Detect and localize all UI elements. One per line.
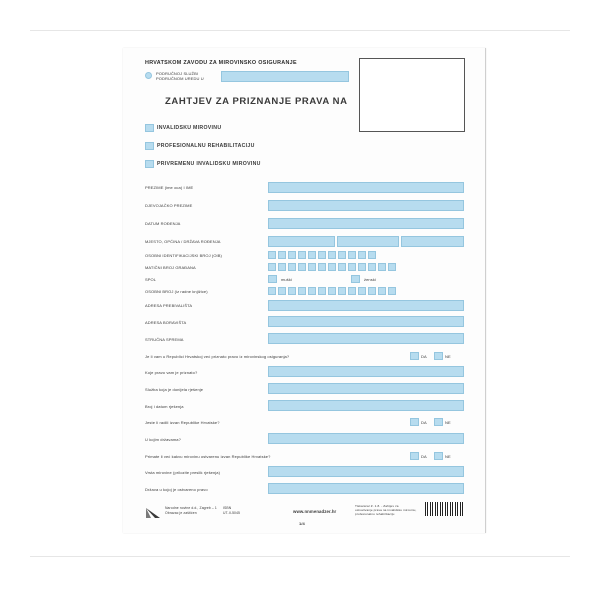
osobni-broj-digit-cell[interactable] bbox=[318, 287, 326, 295]
osobni-broj-digit-cell[interactable] bbox=[338, 287, 346, 295]
label-oib: OSOBNI IDENTIFIKACIJSKI BROJ (OIB) bbox=[145, 253, 222, 258]
input-adresa-preb[interactable] bbox=[268, 300, 464, 311]
maticni-digit-cell[interactable] bbox=[288, 263, 296, 271]
institute-heading: HRVATSKOM ZAVODU ZA MIROVINSKO OSIGURANJE bbox=[145, 60, 297, 66]
maticni-digit-cell[interactable] bbox=[308, 263, 316, 271]
question-2: Koje pravo vam je priznato? bbox=[145, 370, 198, 375]
input-q8[interactable] bbox=[268, 466, 464, 477]
q5-da-label: DA bbox=[421, 420, 427, 425]
top-divider bbox=[30, 30, 570, 31]
question-1: Je li vam u Republici Hrvatskoj već priznato pravo iz mirovinskog osiguranja? bbox=[145, 354, 290, 359]
label-adresa-bor: ADRESA BORAVIŠTA bbox=[145, 320, 187, 325]
maticni-digit-cell[interactable] bbox=[268, 263, 276, 271]
q5-da-checkbox[interactable] bbox=[410, 418, 419, 426]
spol-z-checkbox[interactable] bbox=[351, 275, 360, 283]
maticni-digit-cell[interactable] bbox=[298, 263, 306, 271]
oib-digit-cell[interactable] bbox=[338, 251, 346, 259]
office-label-1: PODRUČNOJ SLUŽBI bbox=[156, 71, 199, 76]
input-q4[interactable] bbox=[268, 400, 464, 411]
spol-m-checkbox[interactable] bbox=[268, 275, 277, 283]
footer-code-1: ISBN bbox=[223, 506, 232, 510]
label-osobni-broj: OSOBNI BROJ (iz radne knjižice) bbox=[145, 289, 208, 294]
question-4: Broj i datum rješenja bbox=[145, 404, 184, 409]
input-mjesto-1[interactable] bbox=[268, 236, 335, 247]
q7-da-checkbox[interactable] bbox=[410, 452, 419, 460]
input-datum[interactable] bbox=[268, 218, 464, 229]
office-label-2: PODRUČNOM UREDU U bbox=[156, 76, 204, 81]
osobni-broj-digit-cell[interactable] bbox=[298, 287, 306, 295]
oib-digit-cell[interactable] bbox=[318, 251, 326, 259]
q7-ne-checkbox[interactable] bbox=[434, 452, 443, 460]
label-adresa-preb: ADRESA PREBIVALIŠTA bbox=[145, 303, 193, 308]
oib-digit-cell[interactable] bbox=[278, 251, 286, 259]
oib-digit-cell[interactable] bbox=[348, 251, 356, 259]
osobni-broj-digit-cell[interactable] bbox=[268, 287, 276, 295]
option-label-3: PRIVREMENU INVALIDSKU MIROVINU bbox=[157, 161, 261, 167]
maticni-digit-cell[interactable] bbox=[318, 263, 326, 271]
footer-url[interactable]: www.nnmenadzer.hr bbox=[293, 509, 337, 514]
q7-ne-label: NE bbox=[445, 454, 451, 459]
page-number: 1/4 bbox=[299, 521, 305, 526]
q5-ne-label: NE bbox=[445, 420, 451, 425]
option-checkbox-3[interactable] bbox=[145, 160, 154, 168]
maticni-digit-cell[interactable] bbox=[358, 263, 366, 271]
osobni-broj-digit-cell[interactable] bbox=[378, 287, 386, 295]
form-title: ZAHTJEV ZA PRIZNANJE PRAVA NA bbox=[165, 96, 348, 107]
osobni-broj-digit-cell[interactable] bbox=[388, 287, 396, 295]
oib-digit-cell[interactable] bbox=[268, 251, 276, 259]
question-7: Primate li već kakvu mirovinu ostvarenu izvan Republike Hrvatske? bbox=[145, 454, 271, 459]
oib-digit-cell[interactable] bbox=[288, 251, 296, 259]
q1-ne-label: NE bbox=[445, 354, 451, 359]
option-checkbox-2[interactable] bbox=[145, 142, 154, 150]
q1-ne-checkbox[interactable] bbox=[434, 352, 443, 360]
osobni-broj-digit-cell[interactable] bbox=[328, 287, 336, 295]
footer-note-3: profesionalnu rehabilitaciju bbox=[355, 512, 395, 516]
oib-digit-cell[interactable] bbox=[368, 251, 376, 259]
input-q3[interactable] bbox=[268, 383, 464, 394]
osobni-broj-digit-cell[interactable] bbox=[278, 287, 286, 295]
oib-digit-cell[interactable] bbox=[308, 251, 316, 259]
label-strucna: STRUČNA SPREMA bbox=[145, 337, 184, 342]
maticni-digit-cell[interactable] bbox=[328, 263, 336, 271]
oib-digit-cell[interactable] bbox=[328, 251, 336, 259]
label-datum: DATUM ROĐENJA bbox=[145, 221, 181, 226]
maticni-digit-cell[interactable] bbox=[378, 263, 386, 271]
form-document bbox=[123, 48, 486, 533]
maticni-digit-cell[interactable] bbox=[388, 263, 396, 271]
input-prezime[interactable] bbox=[268, 182, 464, 193]
photo-box bbox=[359, 58, 465, 132]
option-label-2: PROFESIONALNU REHABILITACIJU bbox=[157, 143, 255, 149]
footer-note-2: ostvarivanje prava na invalidsku mirovinu, bbox=[355, 508, 417, 512]
bottom-divider bbox=[30, 556, 570, 557]
input-q6[interactable] bbox=[268, 433, 464, 444]
maticni-digit-cell[interactable] bbox=[338, 263, 346, 271]
q1-da-label: DA bbox=[421, 354, 427, 359]
spol-z-label: ženski bbox=[364, 277, 376, 282]
question-3: Služba koja je donijela rješenje bbox=[145, 387, 204, 392]
input-q2[interactable] bbox=[268, 366, 464, 377]
label-mjesto: MJESTO, OPĆINA / DRŽAVA ROĐENJA bbox=[145, 239, 221, 244]
input-adresa-bor[interactable] bbox=[268, 316, 464, 327]
oib-digit-cell[interactable] bbox=[298, 251, 306, 259]
publisher-logo bbox=[145, 506, 161, 518]
label-spol: SPOL bbox=[145, 277, 157, 282]
spol-m-label: muški bbox=[281, 277, 292, 282]
question-6: U kojim državama? bbox=[145, 437, 181, 442]
osobni-broj-digit-cell[interactable] bbox=[358, 287, 366, 295]
maticni-digit-cell[interactable] bbox=[368, 263, 376, 271]
osobni-broj-digit-cell[interactable] bbox=[368, 287, 376, 295]
label-prezime: PREZIME (ime oca) I IME bbox=[145, 185, 194, 190]
footer-publisher-1: Narodne novine d.d., Zagreb – 1 bbox=[165, 506, 217, 510]
input-djevojacko[interactable] bbox=[268, 200, 464, 211]
question-5: Jeste li radili izvan Republike Hrvatske? bbox=[145, 420, 220, 425]
osobni-broj-digit-cell[interactable] bbox=[288, 287, 296, 295]
footer-publisher-2: Obrazac je zaštićen bbox=[165, 511, 197, 515]
maticni-digit-cell[interactable] bbox=[278, 263, 286, 271]
question-9: Država u kojoj je ostvareno pravo bbox=[145, 487, 208, 492]
footer-code-2: UT-II-5045 bbox=[223, 511, 241, 515]
option-label-1: INVALIDSKU MIROVINU bbox=[157, 125, 222, 131]
label-maticni: MATIČNI BROJ GRAĐANA bbox=[145, 265, 196, 270]
osobni-broj-digit-cell[interactable] bbox=[348, 287, 356, 295]
input-mjesto-2[interactable] bbox=[337, 236, 399, 247]
osobni-broj-digit-cell[interactable] bbox=[308, 287, 316, 295]
q1-da-checkbox[interactable] bbox=[410, 352, 419, 360]
input-strucna[interactable] bbox=[268, 333, 464, 344]
input-mjesto-3[interactable] bbox=[401, 236, 464, 247]
label-djevojacko: DJEVOJAČKO PREZIME bbox=[145, 203, 193, 208]
office-checkbox[interactable] bbox=[145, 72, 152, 79]
office-input[interactable] bbox=[221, 71, 349, 82]
oib-digit-cell[interactable] bbox=[358, 251, 366, 259]
question-8: Vrsta mirovine (prilozite preslik rješenja) bbox=[145, 470, 221, 475]
option-checkbox-1[interactable] bbox=[145, 124, 154, 132]
q7-da-label: DA bbox=[421, 454, 427, 459]
publisher-logo-mark bbox=[145, 507, 161, 519]
barcode bbox=[425, 502, 465, 516]
footer-note-1: Tiskanica/ Z. 1.8. - Zahtjev za bbox=[355, 504, 399, 508]
q5-ne-checkbox[interactable] bbox=[434, 418, 443, 426]
maticni-digit-cell[interactable] bbox=[348, 263, 356, 271]
input-q9[interactable] bbox=[268, 483, 464, 494]
